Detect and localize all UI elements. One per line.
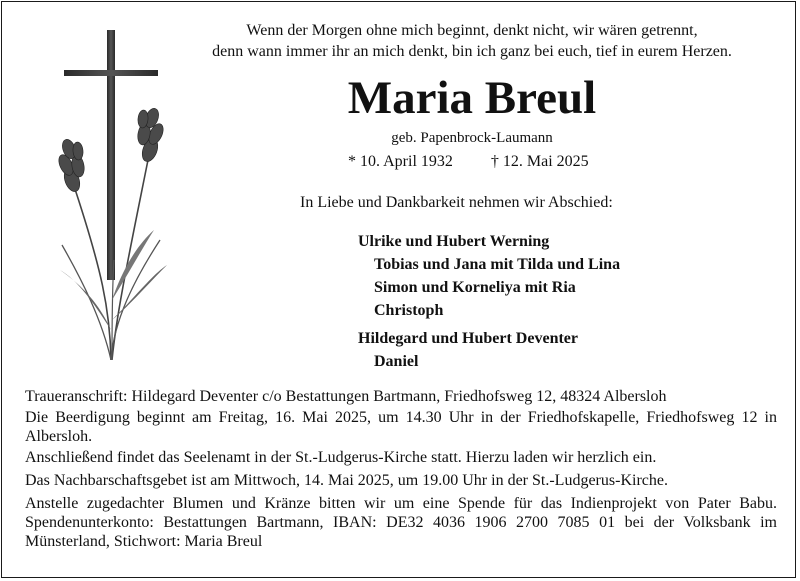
donation-notice: Anstelle zugedachter Blumen und Kränze bitten wir um eine Spende für das Indienprojekt von Pater Babu. Spendenunterkonto: Bestattungen Bartmann, IBAN: DE32 4036 1906 2700 7085 01 bei der Volksbank im Münsterland, Stichwort: Maria Breul — [25, 495, 777, 550]
requiem-notice: Anschließend findet das Seelenamt in der St.-Ludgerus-Kirche statt. Hierzu laden wir herzlich ein. — [25, 449, 657, 466]
mourner-member: Christoph — [374, 302, 444, 319]
mourner-member: Tobias und Jana mit Tilda und Lina — [374, 256, 621, 273]
mourner-group-head: Hildegard und Hubert Deventer — [358, 330, 578, 347]
cross-with-wheat-icon — [42, 30, 182, 360]
mourner-group-head: Ulrike und Hubert Werning — [358, 233, 550, 250]
motto-line-1: Wenn der Morgen ohne mich beginnt, denkt nicht, wir wären getrennt, — [246, 22, 698, 39]
motto-line-2: denn wann immer ihr an mich denkt, bin ich ganz bei euch, tief in eurem Herzen. — [212, 43, 732, 60]
mourner-member: Simon und Korneliya mit Ria — [374, 279, 576, 296]
motto — [152, 20, 792, 62]
farewell-line: In Liebe und Dankbarkeit nehmen wir Abschied: — [300, 194, 613, 211]
birth-date: * 10. April 1932 — [348, 153, 453, 170]
birth-name: geb. Papenbrock-Laumann — [391, 130, 553, 146]
life-dates — [348, 152, 589, 172]
funeral-notice: Die Beerdigung beginnt am Freitag, 16. Mai 2025, um 14.30 Uhr in der Friedhofskapelle, Friedhofsweg 12 in Albersloh. — [25, 409, 777, 445]
mourning-address: Traueranschrift: Hildegard Deventer c/o Bestattungen Bartmann, Friedhofsweg 12, 48324 Albersloh — [25, 388, 667, 405]
deceased-name: Maria Breul — [347, 72, 597, 124]
funeral-info — [25, 387, 777, 555]
obituary-frame — [1, 1, 796, 578]
prayer-notice: Das Nachbarschaftsgebet ist am Mittwoch, 14. Mai 2025, um 19.00 Uhr in der St.-Ludgerus-Kirche. — [25, 472, 668, 489]
mourners-list — [358, 230, 620, 373]
mourner-member: Daniel — [374, 353, 419, 370]
death-date: † 12. Mai 2025 — [490, 153, 589, 170]
